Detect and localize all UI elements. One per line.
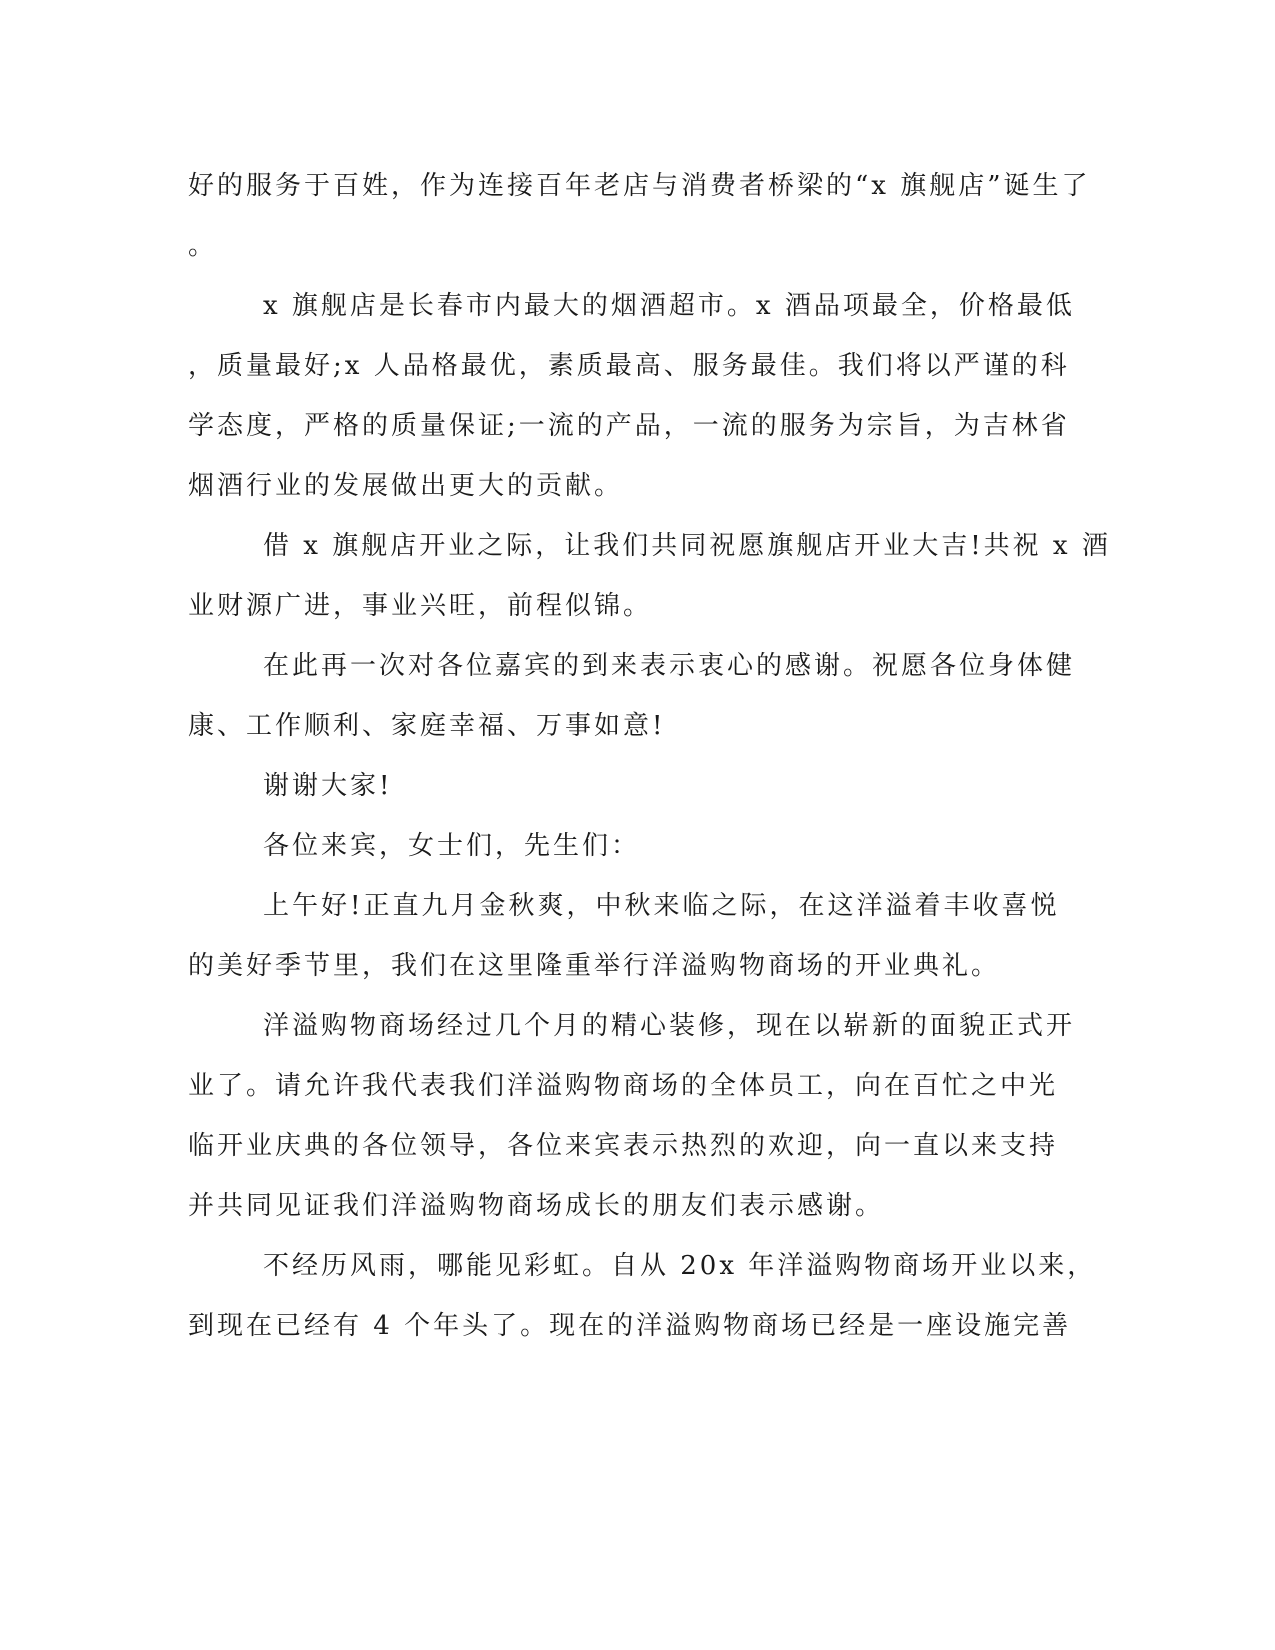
text-line: 学态度，严格的质量保证;一流的产品，一流的服务为宗旨，为吉林省 — [188, 411, 1070, 441]
text-line: 不经历风雨，哪能见彩虹。自从 20x 年洋溢购物商场开业以来， — [263, 1251, 1097, 1281]
text-line: 洋溢购物商场经过几个月的精心装修，现在以崭新的面貌正式开 — [263, 1011, 1076, 1041]
text-line: 借 x 旗舰店开业之际，让我们共同祝愿旗舰店开业大吉!共祝 x 酒 — [263, 531, 1111, 561]
text-line: 并共同见证我们洋溢购物商场成长的朋友们表示感谢。 — [188, 1191, 885, 1221]
text-line: 烟酒行业的发展做出更大的贡献。 — [188, 471, 624, 501]
text-line: 谢谢大家! — [263, 771, 393, 801]
text-line: 临开业庆典的各位领导，各位来宾表示热烈的欢迎，向一直以来支持 — [188, 1131, 1059, 1161]
text-line: 康、工作顺利、家庭幸福、万事如意! — [188, 711, 666, 741]
text-line: ，质量最好;x 人品格最优，素质最高、服务最佳。我们将以严谨的科 — [188, 351, 1070, 381]
text-line: 到现在已经有 4 个年头了。现在的洋溢购物商场已经是一座设施完善 — [188, 1311, 1072, 1341]
text-line: 业财源广进，事业兴旺，前程似锦。 — [188, 591, 653, 621]
text-line: 在此再一次对各位嘉宾的到来表示衷心的感谢。祝愿各位身体健 — [263, 651, 1076, 681]
text-line: 好的服务于百姓，作为连接百年老店与消费者桥梁的“x 旗舰店”诞生了 — [188, 171, 1091, 201]
text-line: 业了。请允许我代表我们洋溢购物商场的全体员工，向在百忙之中光 — [188, 1071, 1059, 1101]
text-line: 。 — [188, 231, 218, 261]
text-line: x 旗舰店是长春市内最大的烟酒超市。x 酒品项最全，价格最低 — [263, 291, 1075, 321]
text-line: 各位来宾，女士们，先生们： — [263, 831, 641, 861]
text-line: 上午好!正直九月金秋爽，中秋来临之际，在这洋溢着丰收喜悦 — [263, 891, 1060, 921]
text-line: 的美好季节里，我们在这里隆重举行洋溢购物商场的开业典礼。 — [188, 951, 1001, 981]
document-body — [188, 156, 1111, 1356]
